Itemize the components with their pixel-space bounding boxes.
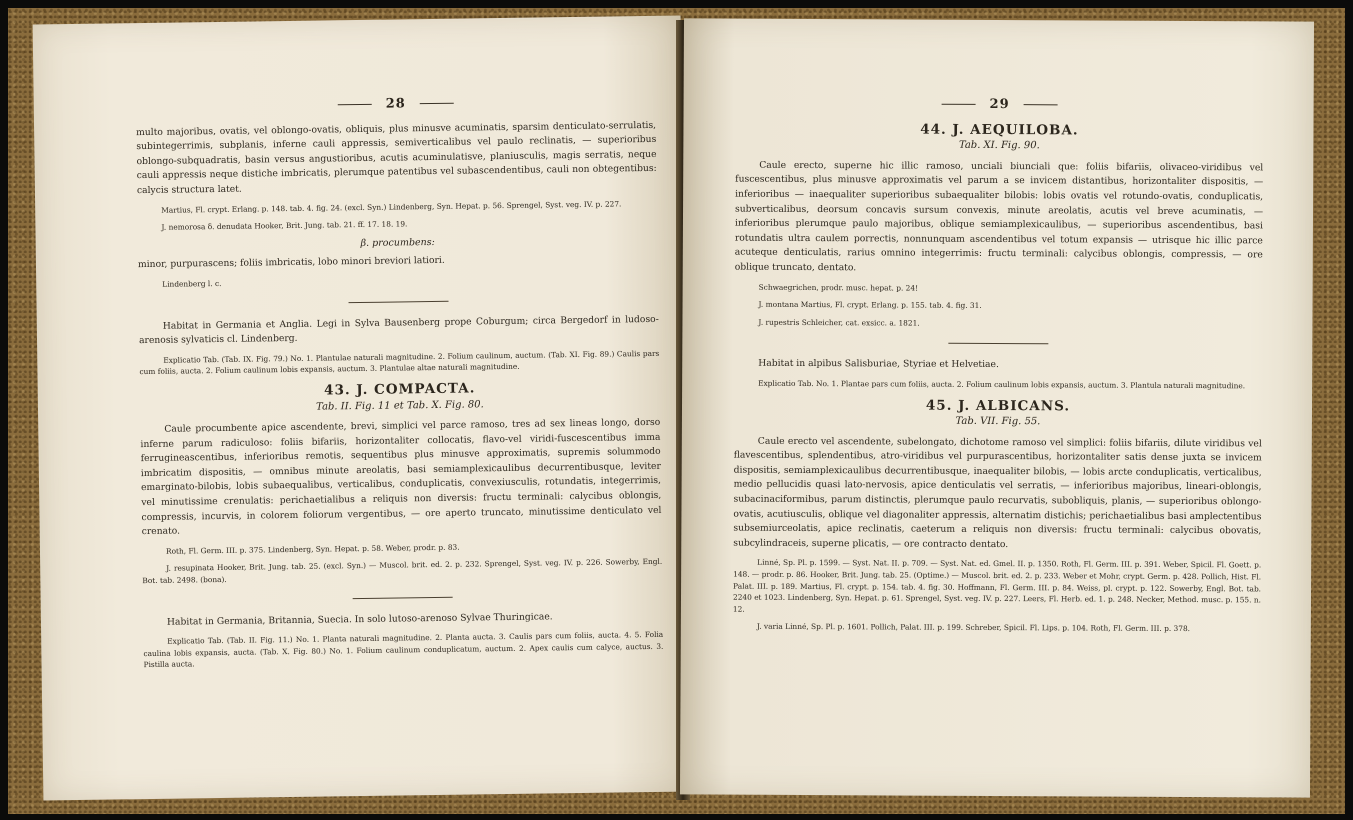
- description-continued: multo majoribus, ovatis, vel oblongo-ovatis, obliquis, plus minusve acuminatis, sparsim denticulato-serrulatis, subintegerrimis, subplanis, inferne cauli appressis, semiverticalibus vel paulo reclinatis, — superioribus oblongo-subquadratis, basin versus angustioribus, acutis acuminulatisve, planiusculis, magis serratis, neque cauli appressis neque distiche imbricatis, plerumque patentibus vel subascendentibus, cauli non obtegentibus: calycis structura latet.: [136, 119, 657, 197]
- references: Linné, Sp. Pl. p. 1599. — Syst. Nat. II. p. 709. — Syst. Nat. ed. Gmel. II. p. 1350. Roth, Fl. Germ. III. p. 391. Weber, Spicil. Fl. Goett. p. 148. — prodr. p. 86. Hooker, Brit. Jung. tab. 25. (Optime.) — Muscol. brit. ed. 2. p. 233. Weber et Mohr, crypt. Germ. p. 428. Pollich, Hist. Fl. Palat. III. p. 189. Martius, Fl. crypt. p. 154. tab. 4. fig. 30. Hoffmann, Fl. Germ. III. p. 84. Weiss, pl. crypt. p. 122. Sowerby, Engl. Bot. tab. 2240 et 1023. Lindenberg, Syn. Hepat. p. 61. Sprengel, Syst. veg. IV. p. 227. Leers, Fl. Herb. ed. 1. p. 248. Necker, Method. musc. p. 155. n. 12.: [732, 558, 1262, 614]
- reference-synonym: J. montana Martius, Fl. crypt. Erlang. p. 155. tab. 4. fig. 31.: [758, 299, 982, 311]
- page-number-left: 28: [136, 94, 656, 116]
- species-description: Caule erecto vel ascendente, subelongato, dichotome ramoso vel simplici: foliis bifariis, dilute viridibus vel flavescentibus, splendentibus, atro-viridibus vel purpurascentibus, horizontaliter satis dense juxta se invicem dispositis, semiamplexicaulibus decurrentibusque, inaequaliter bilobis, — lobis arcte conduplicatis, verticalibus, medio pellucidis quasi lato-nervosis, apice denticulatis vel serratis, — inferioribus majoribus, lineari-oblongis, subacinaciformibus, parum distinctis, plerumque paulo recurvatis, subobliquis, planis, — superioribus oblongo-ovatis, acutiusculis, oblique vel diagonaliter appressis, alternatim distichis; perichaetialibus basi amplectentibus subsemiurceolatis, apice reclinatis, caeterum a reliquis non diversis: fructu terminali: calycibus obovatis, subcylindraceis, superne plicatis, — ore contracto dentato.: [733, 435, 1262, 550]
- variety-reference: Lindenberg l. c.: [162, 278, 222, 289]
- species-heading: 44. J. AEQUILOBA.: [920, 121, 1079, 139]
- references: Roth, Fl. Germ. III. p. 375. Lindenberg, Syn. Hepat. p. 58. Weber, prodr. p. 83.: [165, 542, 460, 556]
- separator: [349, 300, 449, 302]
- references-synonym: J. nemorosa δ. denudata Hooker, Brit. Jung. tab. 21. ff. 17. 18. 19.: [161, 219, 408, 232]
- right-page-content: [733, 97, 1264, 642]
- references-synonym: J. varia Linné, Sp. Pl. p. 1601. Pollich, Palat. III. p. 199. Schreber, Spicil. Fl. Lips. p. 104. Roth, Fl. Germ. III. p. 378.: [756, 622, 1191, 634]
- right-page: [680, 18, 1314, 797]
- page-number-right: 29: [736, 97, 1264, 114]
- plate-explanation: Explicatio Tab. (Tab. II. Fig. 11.) No. 1. Planta naturali magnitudine. 2. Planta aucta. 3. Caulis pars cum foliis, aucta. 4. 5. Folia caulina lobis expansis, aucta. (Tab. X. Fig. 80.) No. 1. Folium caulinum conduplicatum, auctum. 2. Apex caulis cum calyce, auctus. 3. Pistilla aucta.: [143, 630, 664, 670]
- plate-explanation: Explicatio Tab. No. 1. Plantae pars cum foliis, aucta. 2. Folium caulinum lobis expansis, auctum. 3. Plantula naturali magnitudine.: [758, 378, 1246, 391]
- reference-synonym: J. rupestris Schleicher, cat. exsicc. a. 1821.: [758, 317, 920, 328]
- references-synonym: J. resupinata Hooker, Brit. Jung. tab. 25. (excl. Syn.) — Muscol. brit. ed. 2. p. 232. Sprengel, Syst. veg. IV. p. 226. Sowerby, Engl. Bot. tab. 2498. (bona).: [142, 557, 663, 586]
- habitat: Habitat in Germania et Anglia. Legi in Sylva Bausenberg prope Coburgum; circa Bergedorf in ludoso-arenosis sylvaticis cl. Lindenberg.: [138, 313, 659, 347]
- left-page: [33, 16, 692, 801]
- separator: [353, 596, 453, 598]
- variety-heading: β. procumbens:: [360, 236, 435, 249]
- variety-description: minor, purpurascens; foliis imbricatis, lobo minori breviori latiori.: [137, 255, 445, 271]
- plate-explanation: Explicatio Tab. (Tab. IX. Fig. 79.) No. 1. Plantulae naturali magnitudine. 2. Folium caulinum, auctum. (Tab. XI. Fig. 89.) Caulis pars cum foliis, aucta. 2. Folium caulinum lobis expansis, auctum. 3. Plantulae altae naturali magnitudine.: [139, 348, 660, 377]
- plate-reference: Tab. II. Fig. 11 et Tab. X. Fig. 80.: [316, 398, 484, 413]
- species-description: Caule erecto, superne hic illic ramoso, unciali biunciali que: foliis bifariis, olivaceo-viridibus vel fuscescentibus, plus minusve approximatis vel parum a se invicem distantibus, horizontaliter dispositis, — inferioribus — inaequaliter superioribus subaequaliter bilobis: lobis ovatis vel rotundo-ovatis, conduplicatis, subverticalibus, deorsum concavis sursum convexis, minute areolatis, acutis vel breve acuminatis, — inferioribus plerumque paulo majoribus, oblique semiamplexicaulibus, — superioribus ascendentibus, basi rotundatis ultra caulem porrectis, nonnunquam ascendentibus vel totum expansis — utrisque hic illic parce acuteque denticulatis, rarius omnino integerrimis: fructu terminali: calycibus oblongis, compressis, — ore oblique truncato, dentato.: [734, 159, 1264, 274]
- habitat: Habitat in alpibus Salisburiae, Styriae et Helvetiae.: [758, 358, 999, 371]
- habitat: Habitat in Germania, Britannia, Suecia. In solo lutoso-arenoso Sylvae Thuringicae.: [166, 610, 553, 628]
- reference: Schwaegrichen, prodr. musc. hepat. p. 24!: [758, 282, 919, 293]
- references: Martius, Fl. crypt. Erlang. p. 148. tab. 4. fig. 24. (excl. Syn.) Lindenberg, Syn. Hepat. p. 56. Sprengel, Syst. veg. IV. p. 227.: [161, 198, 622, 215]
- species-heading: 45. J. ALBICANS.: [925, 397, 1071, 414]
- species-heading: 43. J. COMPACTA.: [324, 380, 476, 399]
- plate-reference: Tab. XI. Fig. 90.: [958, 139, 1040, 152]
- species-description: Caule procumbente apice ascendente, brevi, simplici vel parce ramoso, tres ad sex lineas longo, dorso inferne parum radiculoso: foliis bifariis, horizontaliter collocatis, flavo-vel viridi-fuscescentibus imma ferrugineascentibus, inferioribus remotis, sequentibus plus minusve approximatis, supremis solummodo imbricatim dispositis, — omnibus minute areolatis, basi semiamplexicaulibus decurrentibusque, leviter emarginato-bilobis, lobis subaequalibus, verticalibus, conduplicatis, convexiusculis, rotundatis, integerrimis, vel minutissime crenulatis: perichaetialibus a reliquis non diversis: fructu terminali: calycibus oblongis, compressis, incurvis, in colorem foliorum vergentibus, — ore aperto truncato, minutissime denticulato vel crenato.: [140, 416, 662, 538]
- plate-reference: Tab. VII. Fig. 55.: [955, 415, 1041, 428]
- left-page-content: [136, 94, 664, 677]
- separator: [948, 343, 1048, 345]
